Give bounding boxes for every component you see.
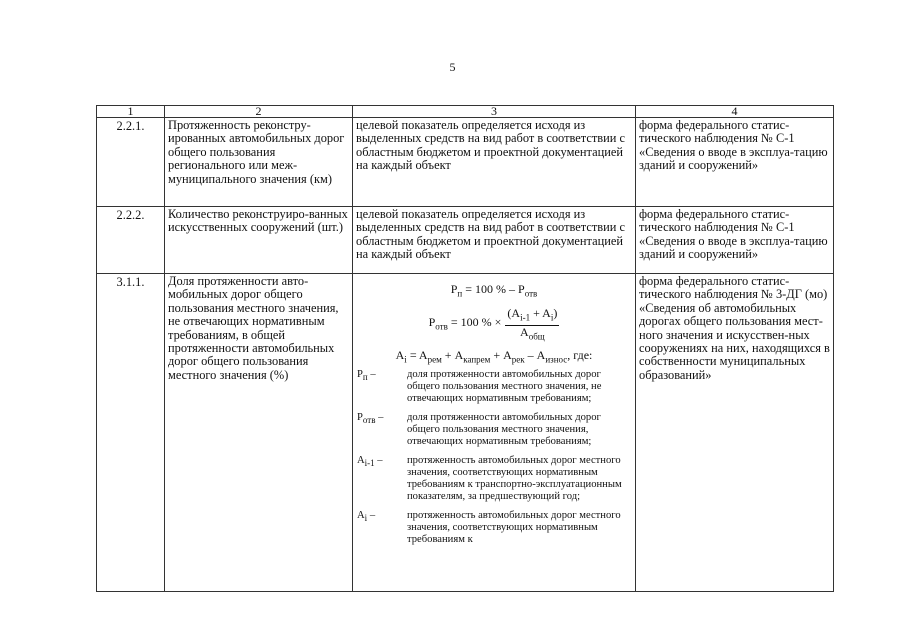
formula-ai: $A_i = A_{рем} + A_{капрем} + A_{рек} - A_{износ}$, где: — [395, 348, 593, 365]
row-number: 3.1.1. — [97, 274, 165, 592]
calculation-method: целевой показатель определяется исходя из выделенных средств на вид работ в соответствии с областным бюджетом и проектной документацией на каждый объект — [353, 207, 636, 274]
calculation-method — [353, 274, 636, 592]
table-row — [97, 274, 834, 592]
column-header: 2 — [165, 106, 353, 118]
column-header: 3 — [353, 106, 636, 118]
column-header: 1 — [97, 106, 165, 118]
table-row — [97, 207, 834, 274]
page-number: 5 — [449, 60, 456, 74]
definition-item: $P_{отв}$ – доля протяженности автомобильных дорог общего пользования местного значения, отвечающих нормативным требованиям; — [357, 412, 601, 448]
indicator-name: Доля протяженности авто-мобильных дорог общего пользования местного значения, не отвечающих нормативным требованиям, в общей протяженности автомобильных дорог общего пользования местного значения (%) — [165, 274, 353, 592]
indicator-name: Протяженность реконстру-ированных автомобильных дорог общего пользования регионального или меж-муниципального значения (км) — [165, 118, 353, 207]
formula-potv: $P_{отв} = 100$ % × $\frac{(A_{i-1} + A_i)}{A_{общ}}$ — [356, 307, 632, 344]
indicator-name: Количество реконструиро-ванных искусственных сооружений (шт.) — [165, 207, 353, 274]
column-header: 4 — [636, 106, 834, 118]
table-row — [97, 118, 834, 207]
data-source: форма федерального статис-тического наблюдения № 3-ДГ (мо) «Сведения об автомобильных дорогах общего пользования мест-ного значения и искусствен-ных сооружениях на них, находящихся в собственности муниципальных образований» — [636, 274, 834, 592]
formula-pn: $P_п = 100$ % – $P_{отв}$ — [450, 282, 538, 299]
row-number: 2.2.2. — [97, 207, 165, 274]
data-source: форма федерального статис-тического наблюдения № С-1 «Сведения о вводе в эксплуа-тацию зданий и сооружений» — [636, 118, 834, 207]
formula-block — [356, 283, 632, 367]
indicators-table — [96, 105, 834, 592]
definition-item: $A_{i-1}$ – протяженность автомобильных дорог местного значения, соответствующих нормативным требованиям к транспортно-эксплуатационным показателям, за предшествующий год; — [357, 455, 622, 503]
definition-item: $P_п$ – доля протяженности автомобильных дорог общего пользования местного значения, не отвечающих нормативным требованиям; — [357, 369, 602, 405]
row-number: 2.2.1. — [97, 118, 165, 207]
fraction: $\frac{(A_{i-1} + A_i)}{A_{общ}}$ — [507, 305, 558, 341]
header-row — [97, 106, 834, 118]
definitions-list — [356, 369, 632, 546]
data-source: форма федерального статис-тического наблюдения № С-1 «Сведения о вводе в эксплуа-тацию зданий и сооружений» — [636, 207, 834, 274]
calculation-method: целевой показатель определяется исходя из выделенных средств на вид работ в соответствии с областным бюджетом и проектной документацией на каждый объект — [353, 118, 636, 207]
definition-item: $A_i$ – протяженность автомобильных дорог местного значения, соответствующих нормативным требованиям к — [357, 510, 621, 546]
